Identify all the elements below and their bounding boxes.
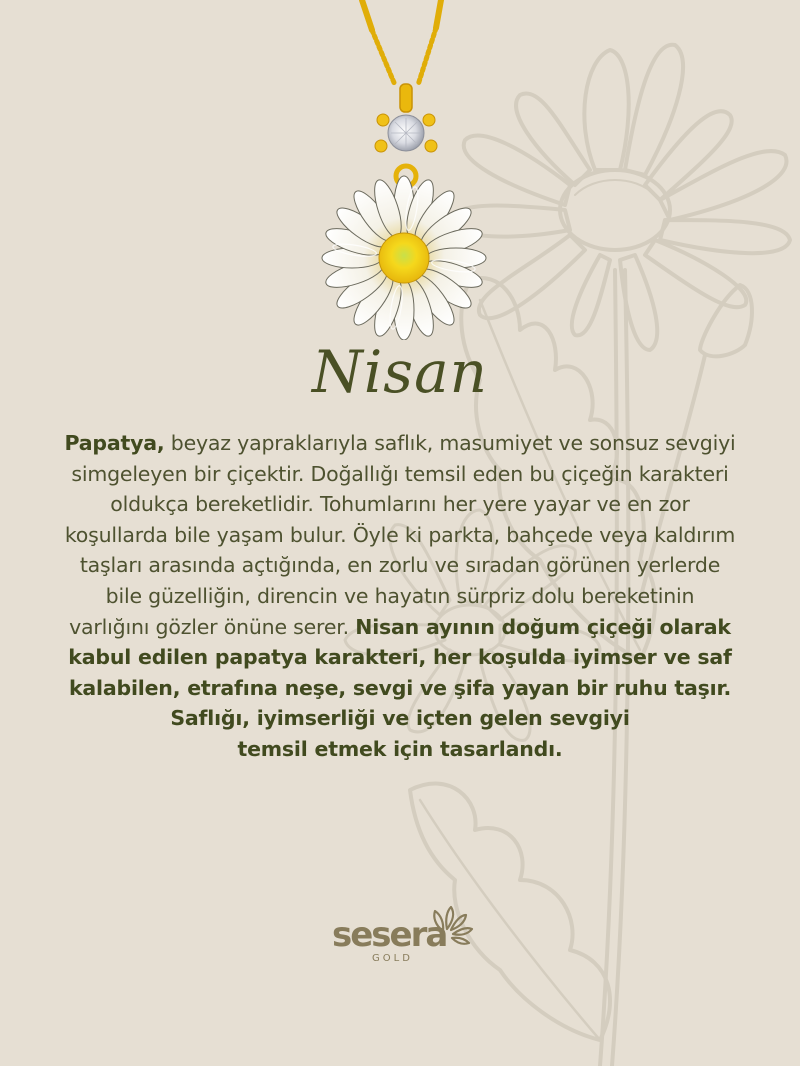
page-title: Nisan [312, 338, 488, 406]
description-normal: beyaz yapraklarıyla saflık, masumiyet ve sonsuz sevgiyi [164, 431, 736, 455]
description-line: Saflığı, iyimserliği ve içten gelen sevgiyi [170, 706, 630, 731]
description-line: bile güzelliğin, direncin ve hayatın sürpriz dolu bereketinin [105, 583, 695, 608]
brand-logo [330, 905, 475, 975]
description-line: koşullarda bile yaşam bulur. Öyle ki parkta, bahçede veya kaldırım [64, 522, 736, 547]
description-bold: Papatya, [64, 431, 165, 455]
description-line: kabul edilen papatya karakteri, her koşulda iyimser ve saf [68, 645, 732, 670]
description-line: oldukça bereketlidir. Tohumlarını her yere yayar ve en zor [110, 492, 690, 517]
daisy-pendant-necklace-icon [0, 0, 800, 340]
logo-subtitle: GOLD [372, 953, 413, 964]
description-normal: varlığını gözler önüne serer. [69, 614, 356, 639]
description-line: kalabilen, etrafına neşe, sevgi ve şifa yayan bir ruhu taşır. [68, 675, 732, 700]
description-line: taşları arasında açtığında, en zorlu ve sıradan görünen yerlerde [79, 553, 721, 578]
description-bold: Nisan ayının doğum çiçeği olarak [355, 614, 731, 639]
logo-brand-name: sesera [332, 915, 447, 955]
description-text [20, 428, 780, 765]
description-line: temsil etmek için tasarlandı. [237, 736, 563, 761]
description-line [20, 428, 780, 459]
description-line [20, 612, 780, 643]
description-line: simgeleyen bir çiçektir. Doğallığı temsil eden bu çiçeğin karakteri [71, 461, 729, 486]
